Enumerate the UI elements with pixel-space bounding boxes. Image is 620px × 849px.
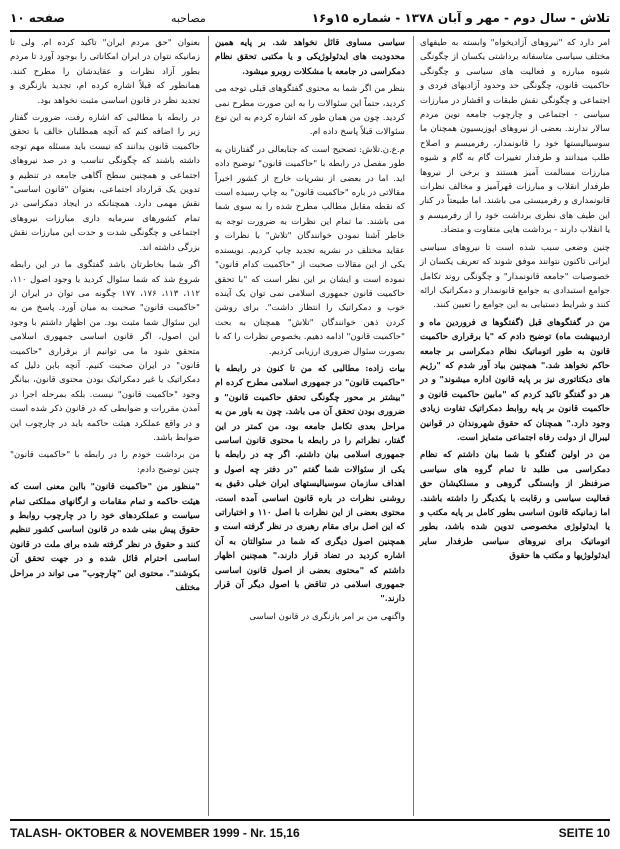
column-middle	[208, 36, 405, 816]
paragraph: بنظر من اگر شما به محتوی گفتگوهای قبلی توجه می کردید، حتماً این سئوالات را به این صورت مطرح نمی کردید. چون من همان طور که اشاره کردم به این نوع سئوالات قبلاً پاسخ داده ام.	[215, 84, 405, 138]
paragraph: واگنهی من بر امر بازنگری در قانون اساسی	[249, 611, 405, 622]
column-right	[413, 36, 610, 816]
publication-footer: TALASH- OKTOBER & NOVEMBER 1999 - Nr. 15,16	[10, 826, 300, 840]
paragraph: اگر شما بخاطرتان باشد گفتگوی ما در این رابطه شروع شد که شما سئوال کردید با وجود اصول ۱۱۰، ۱۱۲، ۱۱۳، ۱۷۶، ۱۷۷ چگونه می توان در ایران از "حاکمیت قانون" صحبت به میان آورد. پاسخ من به این سئوال شما مثبت بود. من اظهار داشتم با وجود این اصول، اگر قانون اساسی جمهوری اسلامی متحقق شود ما می توانیم از برقراری "حاکمیت قانون" در ایران صحبت کنیم. آنچه بابن دلیل که دمکراتیک یا غیر دمکراتیک بودن محتوی قانون، بیانگر وجود "حاکمیت قانون" نیست. بلکه بمرحله اجرا در آمدن مقررات و ضوابطی که در قانون ذکر شده است و در واقع عملکرد هیئت حاکمه باید در چارچوب این ضوابط باشد.	[10, 260, 200, 443]
interviewee-answer: بیات زاده: مطالبی که من تا کنون در رابطه با "حاکمیت قانون" در جمهوری اسلامی مطرح کرده ام "بیشتر بر محور چگونگی تحقق حاکمیت قانون" و ضروری بودن تحقق آن می باشد. چون به باور من به مراحل بعدی تکامل جامعه بود. من کمتر در این گفتار، نظراتم را در رابطه با محتوی قانون اساسی جمهوری اسلامی بیان داشتم. اگر چه در رابطه با یکی از سئوالات شما گفتم "در دفتر چه اصول و اهداف سازمان سوسیالیستهای ایران خیلی دقیق به روشنی نظرات در باره قانون اساسی آمده است. محتوی بعضی از این نظرات با اصل ۱۱۰ و اختیاراتی که این اصل برای مقام رهبری در نظر گرفته است و همچنین اصول دیگری که شما در سئوالتان به آن اشاره کردید در تضاد قرار دارند." همچنین اظهار داشتم که "محتوی بعضی از اصول قانون اساسی جمهوری اسلامی در تناقض با اصول دیگر آن قرار دارند."	[215, 363, 405, 605]
paragraph: امر دارد که "نیروهای آزادیخواه" وابسته به طیفهای مختلف سیاسی متاسفانه برداشتی یکسان از چگونگی شیوه مبارزه و فعالیت های سیاسی و چگونگی حاکمیت قانون، چگونگی حد وحدود آزادیهای فردی و اجتماعی و چگونگی نقش طبقات و اقشار در مبارزات سیاسی - اجتماعی و چارچوب جامعه نوین مردم سالار ندارند. بعضی از نیروهای اپوزیسیون همچنان ما سوسیالیستها خود را قانونمدار، رفرمیسم و اصلاح طلب میدانند و طرفدار تغییرات گام به گام و شیوه مبارزات مسالمت آمیز هستند و برخی از نیروها طرفدار انقلاب و مبارزات قهرآمیز و مخالف نظرات قانونمداری و رفرمیستی می باشند. اما طبیعتاً در کنار این طیف های نظری برداشت خود را از رفرمیسم و یا انقلاب دارند - برداشت هایی متفاوت و متضاد.	[420, 38, 610, 236]
paragraph-quote: "منظور من "حاکمیت قانون" بااین معنی است که هیئت حاکمه و تمام مقامات و ارگانهای مملکتی تمام سیاست و عملکردهای خود را در چارچوب روابط و حقوق پیش بینی شده در قانون اساسی کشور تنظیم کنند و حقوق در نظر گرفته شده برای ملت در قانون اساسی احترام قائل شده و در جهت تحقق آن بکوشند". محتوی این "چارچوب" می تواند در مراحل مختلف	[10, 482, 200, 594]
page-footer	[10, 819, 610, 843]
text-columns	[10, 36, 610, 816]
footer-page-number: SEITE 10	[558, 826, 610, 840]
paragraph: من برداشت خودم را در رابطه با "حاکمیت قانون" چنین توضیح دادم:	[10, 450, 200, 475]
paragraph: در رابطه با مطالبی که اشاره رفت، ضرورت گفتار زیر را اضافه کنم که آنچه همطلبان خالف با تحقق حاکمیت قانون بدانند که نیست باید مسئله مهم توجه داشته باشند که چگونگی تناسب و در صد نیروهای اجتماعی و همچنین سطح آگاهی جامعه در تنظیم و تدوین یک قرارداد اجتماعی، بعنوان "قانون اساسی" نقش مهمی دارد. همچنانکه در ایجاد دمکراسی در تمام کشورهای سرمایه داری مبارزات نیروهای اجتماعی و چگونگی شدت و حدت این مبارزات نقش بزرگی داشته اند.	[10, 113, 200, 253]
page-number: صفحه ۱۰	[10, 11, 65, 25]
paragraph: چنین وضعی سبب شده است تا نیروهای سیاسی ایرانی تاکنون نتوانند موفق شوند که تعریف یکسان از خصوصیات "جامعه قانونمدار" و چگونگی روند تکامل جوامع استبدادی به جوامع قانونمدار و دمکراتیک ارائه کنند و شرایط دستیابی به این جوامع را تعیین کنند.	[420, 242, 610, 311]
paragraph-quote: من در گفتگوهای قبل (گفتگوها ی فروردین ماه و اردیبهشت ماه) توضیح دادم که "با برقراری حاکمیت قانون به طور اتوماتیک نظام دمکراسی بر جامعه حاکم نخواهد شد." همچنین بیاد آور شدم که "رژیم های دیکتاتوری نیز بر پایه قانون اداره میشوند" و در هر دو گفتگو تاکید کردم که "مابین حاکمیت قانون و حاکمیت قانون بر پایه روابط دمکراتیک تفاوت زیادی وجود دارد." همچنان که حقوق شهروندان در قوانین لیبرال از دولت رفاه اجتماعی متمایز است.	[420, 317, 610, 443]
paragraph: من در اولین گفتگو با شما بیان داشتم که نظام دمکراسی می طلبد تا تمام گروه های سیاسی صرفنظر از وابستگی گروهی و مسلکیشان حق فعالیت سیاسی و رقابت با یکدیگر را داشته باشند. اما زمانیکه قانون اساسی بطور کامل بر پایه مکتب و یا ایدئولوژی مخصوصی تدوین شده باشد، بطور اتوماتیک برای نیروهای سیاسی طرفدار سایر ایدئولوژیها و مکتب ها حقوق	[420, 450, 610, 562]
paragraph: سیاسی مساوی قائل نخواهد شد. بر پایه همین محدودیت های ایدئولوژیکی و یا مکتبی تحقق نظام دمکراسی در جامعه با مشکلات روبرو میشود.	[215, 38, 405, 77]
column-left	[10, 36, 200, 816]
interviewer-question: م.ع.ن.تلاش: تصحیح است که جنابعالی در گفتارتان به طور مفصل در رابطه با "حاکمیت قانون" توضیح داده اید. اما در بعضی از نشریات خارج از کشور اخیراً مقالاتی در باره "حاکمیت قانون" به چاپ رسیده است که نقطه مقابل مطالب مطرح شده را به سوی شما می باشند. ما تمام این نظرات به ضرورت توجه به خاطر آشنا نمودن خوانندگان "تلاش" با نظرات و عقاید مختلف در نشریه تجدید چاپ کردیم. نویسنده یکی از این مقالات صحبت از "حاکمیت کدام قانون" نموده است و ایشان بر این نظر است که "با تحقق حاکمیت قانون جمهوری اسلامی نمی توان یک آینده خوب و دمکراتیک را انتظار داشت". برای روشن کردن ذهن خوانندگان "تلاش" همچنان به بحث "حاکمیت قانون" ادامه دهیم. بخصوص نظرات را که با بصورت سئوال ضروری ارزیابی کردیم.	[215, 144, 405, 357]
page-header	[10, 6, 610, 32]
issue-info: تلاش - سال دوم - مهر و آبان ۱۳۷۸ - شماره ۱۵و۱۶	[311, 11, 610, 25]
section-label: مصاحبه	[170, 11, 206, 25]
paragraph: بعنوان "حق مردم ایران" تاکید کرده ام. ولی تا زمانیکه نتوان در ایران امکاناتی را بوجود آورد تا مردم بطور آزاد نظرات و عقایدشان را مطرح کنند. همانطور که قبلاً اشاره کرده ام، تجدید بازنگری و تجدید نظر در قانون اساسی مثبت نخواهد بود.	[10, 38, 200, 106]
